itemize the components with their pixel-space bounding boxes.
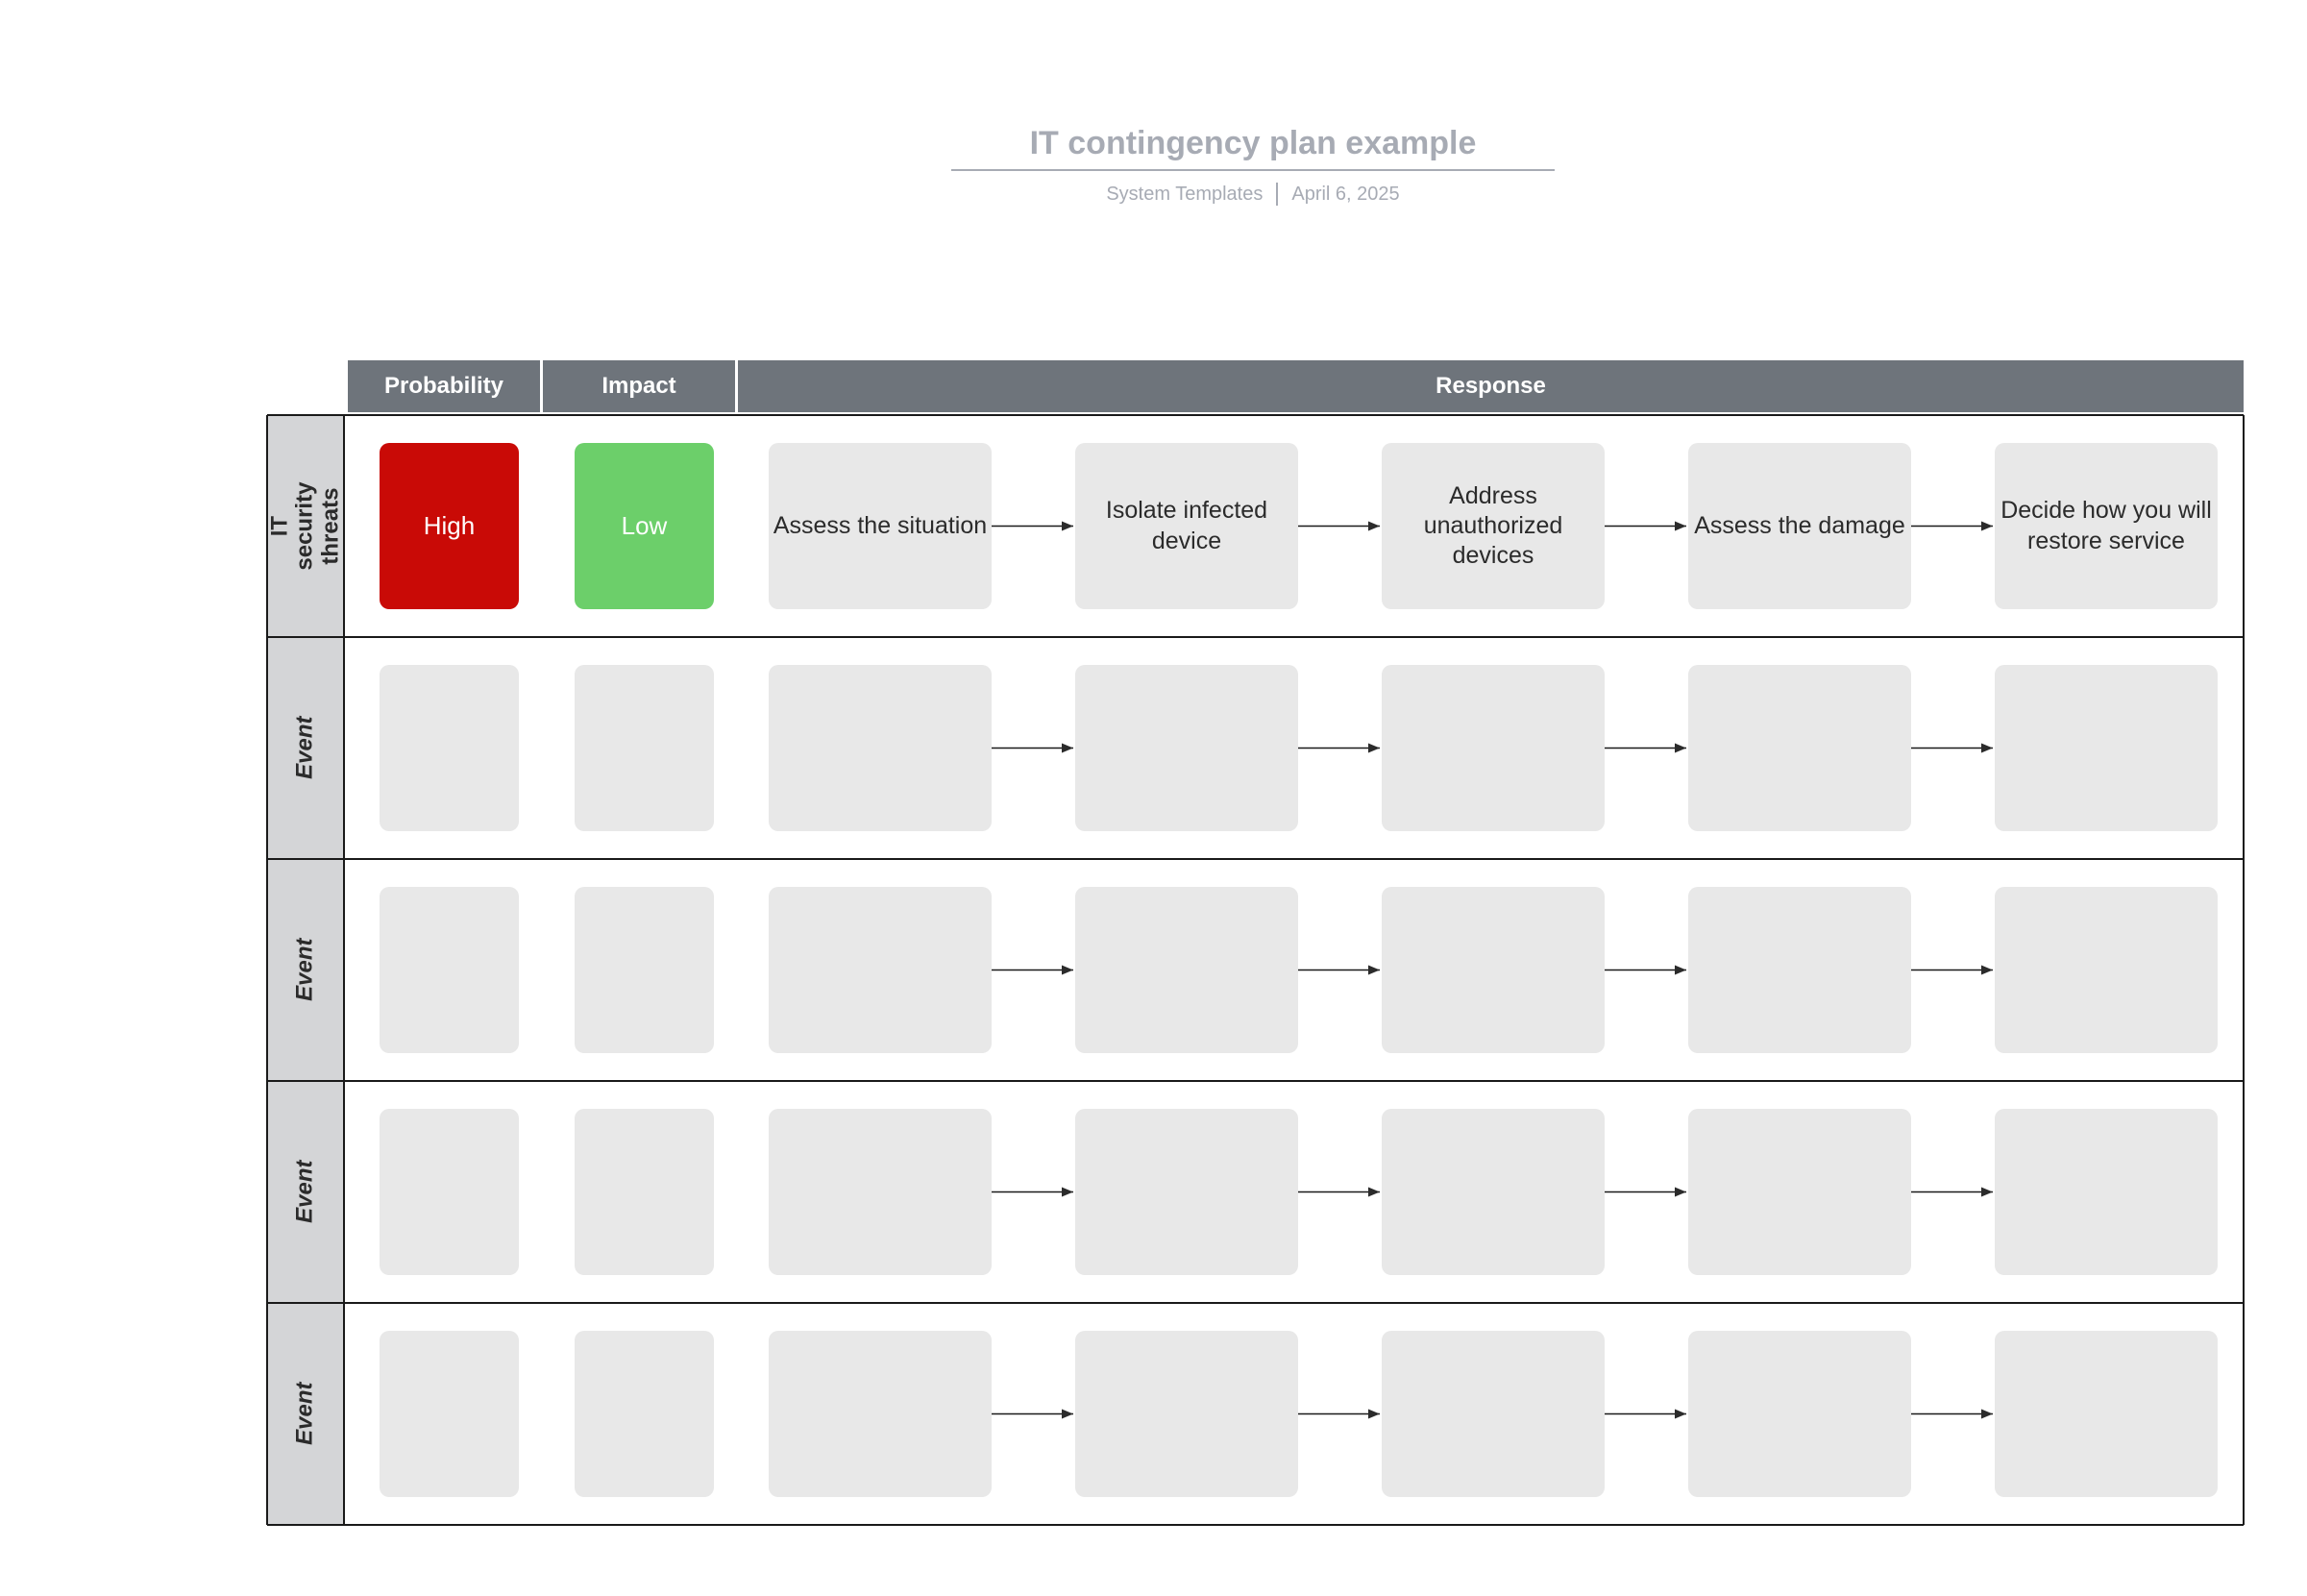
row-label: [267, 1303, 344, 1525]
probability-rating[interactable]: High: [380, 443, 519, 609]
column-header-impact: Impact: [543, 360, 735, 412]
meta-separator: [1276, 183, 1278, 206]
row-label-text: Event: [291, 938, 318, 1002]
impact-rating[interactable]: Low: [575, 443, 714, 609]
row-label: [267, 415, 344, 637]
impact-rating[interactable]: [575, 665, 714, 831]
title-block: [951, 127, 1555, 206]
response-step-3[interactable]: [1382, 887, 1605, 1053]
probability-rating[interactable]: [380, 887, 519, 1053]
row-label: [267, 637, 344, 859]
probability-rating[interactable]: [380, 1331, 519, 1497]
response-step-2[interactable]: [1075, 1109, 1298, 1275]
row-label-text: IT security threats: [266, 481, 344, 571]
date-label: April 6, 2025: [1291, 183, 1400, 205]
response-step-1[interactable]: [769, 887, 992, 1053]
table-row: [267, 859, 2244, 1081]
page-title: IT contingency plan example: [1029, 125, 1477, 161]
response-step-5[interactable]: [1995, 1109, 2218, 1275]
impact-rating[interactable]: [575, 887, 714, 1053]
probability-rating[interactable]: [380, 665, 519, 831]
impact-rating[interactable]: [575, 1109, 714, 1275]
response-step-4[interactable]: [1688, 665, 1911, 831]
response-step-4[interactable]: [1688, 887, 1911, 1053]
response-step-3[interactable]: [1382, 1331, 1605, 1497]
response-step-2[interactable]: [1075, 887, 1298, 1053]
response-step-5[interactable]: [1995, 1331, 2218, 1497]
row-label: [267, 859, 344, 1081]
document-meta: [951, 183, 1555, 206]
table-row: [267, 415, 2244, 637]
response-step-1[interactable]: [769, 1331, 992, 1497]
response-step-4[interactable]: Assess the damage: [1688, 443, 1911, 609]
row-label-text: Event: [291, 716, 318, 780]
response-step-2[interactable]: [1075, 665, 1298, 831]
column-header-response: Response: [738, 360, 2244, 412]
response-step-2[interactable]: Isolate infected device: [1075, 443, 1298, 609]
response-step-5[interactable]: [1995, 887, 2218, 1053]
response-step-5[interactable]: [1995, 665, 2218, 831]
table-row: [267, 1081, 2244, 1303]
table-row: [267, 1303, 2244, 1525]
response-step-4[interactable]: [1688, 1331, 1911, 1497]
source-label: System Templates: [1106, 183, 1264, 205]
response-step-1[interactable]: [769, 665, 992, 831]
column-header-probability: Probability: [348, 360, 540, 412]
response-step-3[interactable]: [1382, 665, 1605, 831]
title-underline: [951, 169, 1555, 171]
response-step-1[interactable]: Assess the situation: [769, 443, 992, 609]
table-row: [267, 637, 2244, 859]
impact-rating[interactable]: [575, 1331, 714, 1497]
response-step-3[interactable]: Address unauthorized devices: [1382, 443, 1605, 609]
response-step-3[interactable]: [1382, 1109, 1605, 1275]
response-step-5[interactable]: Decide how you will restore service: [1995, 443, 2218, 609]
row-label-text: Event: [291, 1382, 318, 1446]
response-step-1[interactable]: [769, 1109, 992, 1275]
row-label-text: Event: [291, 1160, 318, 1224]
probability-rating[interactable]: [380, 1109, 519, 1275]
response-step-2[interactable]: [1075, 1331, 1298, 1497]
row-label: [267, 1081, 344, 1303]
response-step-4[interactable]: [1688, 1109, 1911, 1275]
